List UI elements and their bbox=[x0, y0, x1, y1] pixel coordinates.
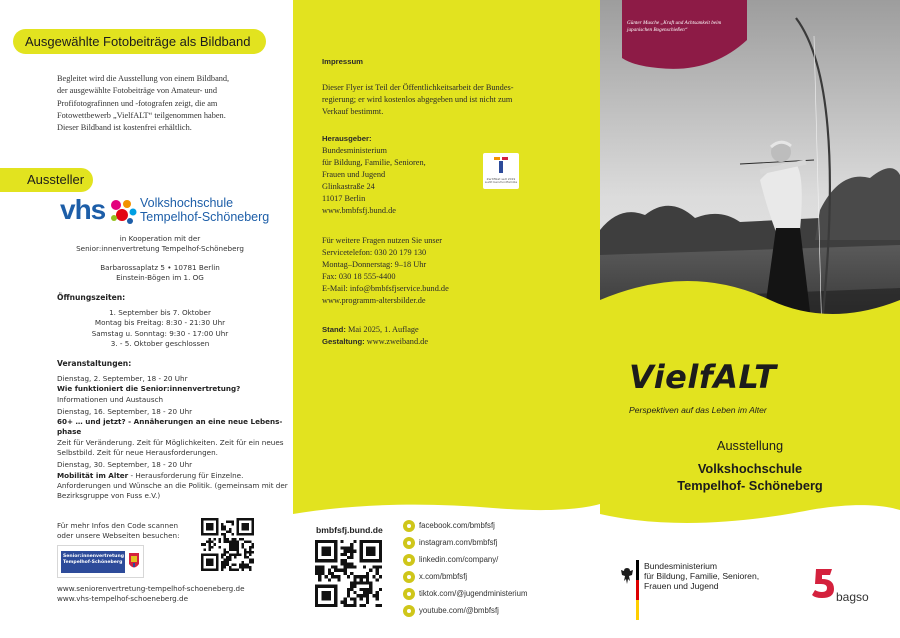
event-date: Dienstag, 2. September, 18 - 20 Uhr bbox=[57, 374, 188, 383]
linkedin-icon bbox=[403, 554, 415, 566]
section-title-exhibitor: Aussteller bbox=[13, 168, 93, 192]
hours-line: 3. - 5. Oktober geschlossen bbox=[110, 339, 210, 349]
social-label: linkedin.com/company/ bbox=[419, 555, 499, 564]
events-list bbox=[57, 374, 289, 504]
vhs-name-line: Tempelhof-Schöneberg bbox=[140, 210, 270, 224]
cover-photo-overlays bbox=[600, 0, 900, 360]
impressum-line: regierung; er wird kostenlos abgegeben und ist nicht zum bbox=[322, 95, 513, 104]
website-links bbox=[57, 584, 245, 605]
social-label: facebook.com/bmbfsfj bbox=[419, 521, 495, 530]
tiktok-icon bbox=[403, 588, 415, 600]
photobook-intro bbox=[57, 73, 282, 134]
publisher-line: Frauen und Jugend bbox=[322, 170, 386, 179]
venue-line: Volkshochschule bbox=[697, 461, 803, 476]
social-label: tiktok.com/@jugendministerium bbox=[419, 589, 528, 598]
contact-line: Montag–Donnerstag: 9–18 Uhr bbox=[322, 260, 427, 269]
social-label: youtube.com/@bmbfsfj bbox=[419, 606, 499, 615]
design-label: Gestaltung: bbox=[322, 337, 365, 346]
badge-line: Tempelhof-Schöneberg bbox=[63, 560, 123, 565]
badge-line: Senior:innenvertretung bbox=[63, 554, 125, 559]
social-label: instagram.com/bmbfsfj bbox=[419, 538, 498, 547]
bagso-wordmark: bagso bbox=[836, 590, 869, 604]
ministry-url[interactable]: bmbfsfj.bund.de bbox=[314, 522, 390, 538]
instagram-icon bbox=[403, 537, 415, 549]
qr-code-left[interactable] bbox=[201, 518, 254, 571]
opening-hours-title: Öffnungszeiten: bbox=[57, 293, 126, 302]
contact-line[interactable]: E-Mail: info@bmbfsfjservice.bund.de bbox=[322, 284, 449, 293]
impressum-block bbox=[322, 56, 363, 68]
publisher-line: Glinkastraße 24 bbox=[322, 182, 375, 191]
impressum-line: Dieser Flyer ist Teil der Öffentlichkeitsarbeit der Bundes- bbox=[322, 83, 514, 92]
contact-line[interactable]: www.programm-altersbilder.de bbox=[322, 296, 426, 305]
impressum-text bbox=[322, 82, 514, 118]
publisher-line: für Bildung, Familie, Senioren, bbox=[322, 158, 426, 167]
cover-panel bbox=[600, 0, 900, 638]
bagso-logo-icon bbox=[810, 567, 838, 599]
event-date: Dienstag, 30. September, 18 - 20 Uhr bbox=[57, 460, 193, 470]
facebook-icon bbox=[403, 520, 415, 532]
exhibition-address bbox=[30, 263, 290, 284]
impressum-line: Verkauf bestimmt. bbox=[322, 107, 384, 116]
ministry-line: Frauen und Jugend bbox=[644, 581, 719, 591]
qr-note: Für mehr Infos den Code scannen oder unsere Webseiten besuchen: bbox=[57, 521, 180, 541]
german-flag-bar bbox=[636, 560, 639, 620]
senior-council-label bbox=[61, 551, 125, 573]
edition-block bbox=[322, 324, 428, 348]
publisher-title: Herausgeber: bbox=[322, 134, 372, 143]
vhs-name-line: Volkshochschule bbox=[140, 196, 234, 210]
impressum-title: Impressum bbox=[322, 57, 364, 66]
qr-code-middle[interactable] bbox=[315, 540, 382, 607]
event-description: Zeit für Veränderung. Zeit für Möglichkeiten. Zeit für ein neues Selbstbild. Zeit für neue Herausforderungen. bbox=[57, 437, 284, 458]
federal-eagle-icon bbox=[620, 567, 634, 585]
stand-label: Stand: bbox=[322, 325, 346, 334]
publisher-block bbox=[322, 133, 426, 217]
url-link[interactable]: www.seniorenvertretung-tempelhof-schoeneberg.de bbox=[57, 584, 245, 593]
ministry-line: Bundesministerium bbox=[644, 561, 718, 571]
district-crest-icon bbox=[128, 552, 140, 572]
family-audit-certificate bbox=[483, 153, 519, 189]
exhibition-brand-title: VielfALT bbox=[629, 358, 777, 396]
event-title: Mobilität im Alter bbox=[57, 470, 129, 480]
social-label: x.com/bmbfsfj bbox=[419, 572, 468, 581]
event-item bbox=[57, 374, 289, 405]
event-title: Wie funktioniert die Senior:innenvertretung? bbox=[57, 384, 241, 394]
contact-line: Servicetelefon: 030 20 179 130 bbox=[322, 248, 427, 257]
ministry-name bbox=[644, 561, 759, 591]
hours-line: Montag bis Freitag: 8:30 - 21:30 Uhr bbox=[94, 318, 226, 328]
event-description: Informationen und Austausch bbox=[57, 394, 164, 404]
intro-line: Dieser Bildband ist kostenfrei erhältlich. bbox=[57, 123, 192, 133]
address-line: Einstein-Bögen im 1. OG bbox=[116, 273, 204, 283]
coop-line: Senior:innenvertretung Tempelhof-Schöneberg bbox=[76, 244, 244, 254]
stand-value: Mai 2025, 1. Auflage bbox=[345, 325, 419, 334]
contact-block bbox=[322, 235, 449, 307]
intro-line: Fotowettbewerb „VielfALT“ teilgenommen haben. bbox=[57, 110, 226, 120]
intro-line: der ausgewählte Fotobeiträge von Amateur- und bbox=[57, 86, 217, 96]
address-line: Barbarossaplatz 5 • 10781 Berlin bbox=[100, 263, 220, 272]
event-description: - Herausforderung für Einzelne. Anforderungen und Wünsche an die Politik. (gemeinsam mit der Bezirksgruppe von Fuss e.V.) bbox=[57, 470, 288, 501]
exhibition-subtitle: Perspektiven auf das Leben im Alter bbox=[629, 405, 767, 415]
vhs-color-dots-icon bbox=[108, 198, 138, 226]
vhs-name bbox=[140, 196, 269, 224]
photo-credit: Günter Musche „Kraft und Achtsamkeit beim japanischen Bogenschießen“ bbox=[627, 20, 722, 33]
venue-line: Tempelhof- Schöneberg bbox=[677, 478, 823, 493]
ministry-line: für Bildung, Familie, Senioren, bbox=[644, 571, 760, 581]
event-item bbox=[57, 460, 289, 501]
exhibition-label: Ausstellung bbox=[716, 438, 784, 453]
event-date: Dienstag, 16. September, 18 - 20 Uhr bbox=[57, 406, 193, 416]
intro-line: Profifotografinnen und -fotografen zeigt, die am bbox=[57, 98, 218, 108]
x-icon bbox=[403, 571, 415, 583]
publisher-line[interactable]: www.bmbfsfj.bund.de bbox=[322, 206, 396, 215]
event-title: 60+ … und jetzt? - Annäherungen an eine neue Lebens-phase bbox=[57, 417, 283, 437]
opening-hours bbox=[30, 308, 290, 350]
audit-seal-icon bbox=[493, 156, 509, 174]
hours-line: 1. September bis 7. Oktober bbox=[109, 308, 211, 317]
publisher-line: Bundesministerium bbox=[322, 146, 387, 155]
publisher-line: 11017 Berlin bbox=[322, 194, 366, 203]
contact-line: Fax: 030 18 555-4400 bbox=[322, 272, 396, 281]
left-panel bbox=[0, 0, 293, 638]
cert-line: audit berufundfamilie bbox=[484, 180, 518, 185]
exhibition-venue bbox=[600, 460, 900, 494]
hours-line: Samstag u. Sonntag: 9:30 - 17:00 Uhr bbox=[91, 328, 229, 338]
events-title: Veranstaltungen: bbox=[57, 359, 132, 368]
vhs-wordmark: vhs bbox=[60, 194, 106, 225]
vhs-logo bbox=[60, 194, 280, 230]
senior-council-logo bbox=[57, 545, 144, 578]
section-title-photobook: Ausgewählte Fotobeiträge als Bildband bbox=[13, 29, 266, 54]
youtube-icon bbox=[403, 605, 415, 617]
coop-line: in Kooperation mit der bbox=[119, 234, 201, 243]
cert-text bbox=[483, 178, 519, 185]
url-link[interactable]: www.vhs-tempelhof-schoeneberg.de bbox=[57, 594, 189, 604]
design-value[interactable]: www.zweiband.de bbox=[364, 337, 428, 346]
cooperation-note bbox=[30, 234, 290, 255]
cert-line: Zertifikat seit 2019 bbox=[486, 176, 516, 181]
intro-line: Begleitet wird die Ausstellung von einem Bildband, bbox=[57, 74, 230, 83]
event-item bbox=[57, 407, 289, 458]
middle-panel bbox=[293, 0, 600, 638]
contact-line: Für weitere Fragen nutzen Sie unser bbox=[322, 236, 443, 245]
